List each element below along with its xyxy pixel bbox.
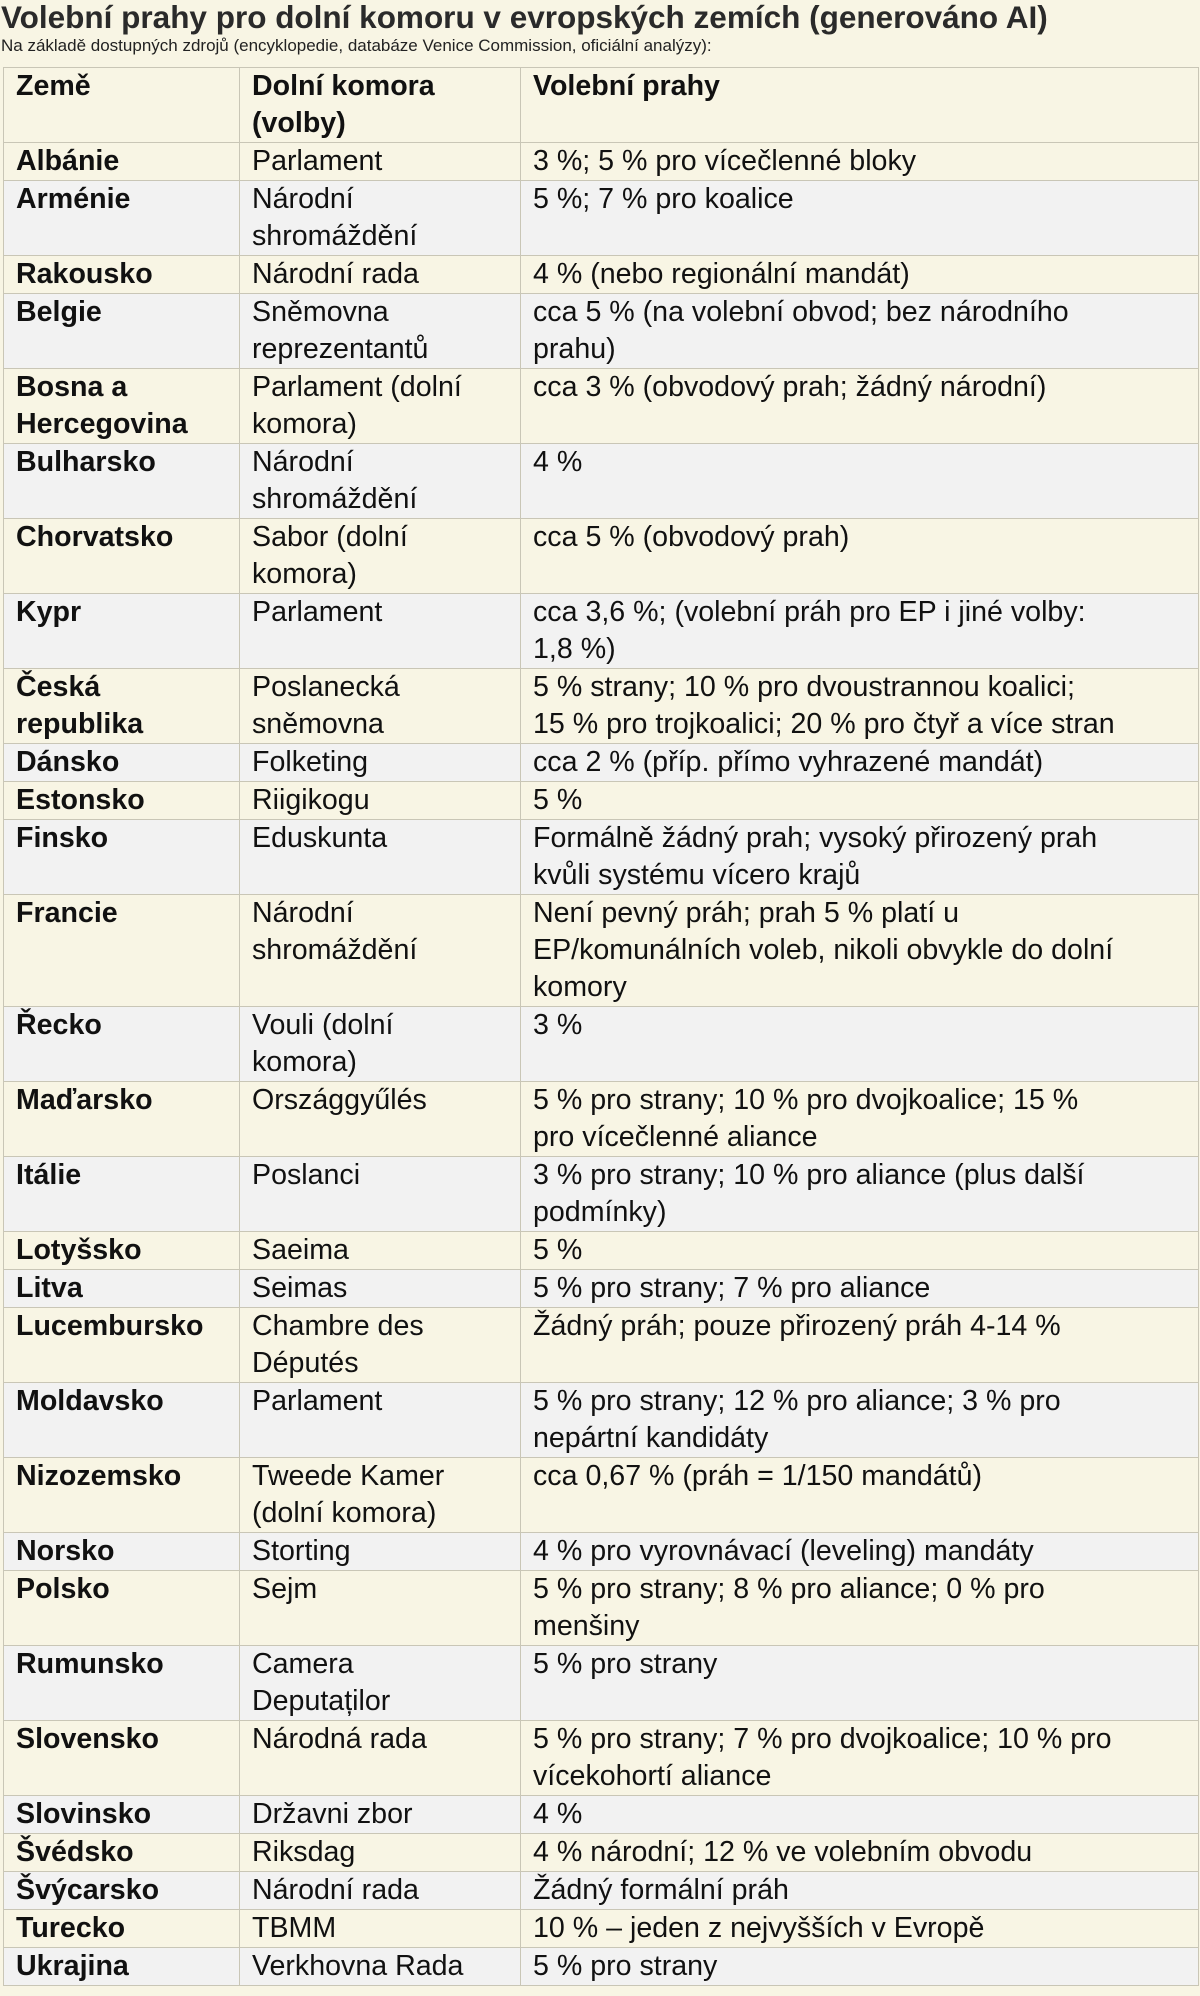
chamber-cell: Sejm: [240, 1571, 521, 1646]
country-cell: Albánie: [4, 143, 240, 181]
threshold-cell: 10 % – jeden z nejvyšších v Evropě: [521, 1910, 1199, 1948]
page-subtitle: Na základě dostupných zdrojů (encyklopedie, databáze Venice Commission, oficiální analýzy):: [1, 36, 712, 55]
chamber-cell: Poslanecká sněmovna: [240, 669, 521, 744]
threshold-cell: 5 %; 7 % pro koalice: [521, 181, 1199, 256]
table-row: [4, 1533, 1199, 1571]
table-row: [4, 1721, 1199, 1796]
country-cell: Kypr: [4, 594, 240, 669]
chamber-cell: Riksdag: [240, 1834, 521, 1872]
country-cell: Itálie: [4, 1157, 240, 1232]
chamber-cell: Verkhovna Rada: [240, 1948, 521, 1986]
country-cell: Ukrajina: [4, 1948, 240, 1986]
threshold-cell: 3 %; 5 % pro vícečlenné bloky: [521, 143, 1199, 181]
table-row: [4, 895, 1199, 1007]
threshold-cell: 4 % pro vyrovnávací (leveling) mandáty: [521, 1533, 1199, 1571]
table-row: [4, 1383, 1199, 1458]
table-row: [4, 594, 1199, 669]
table-row: [4, 669, 1199, 744]
table-row: [4, 181, 1199, 256]
table-row: [4, 744, 1199, 782]
chamber-cell: Országgyűlés: [240, 1082, 521, 1157]
country-cell: Česká republika: [4, 669, 240, 744]
country-cell: Francie: [4, 895, 240, 1007]
country-cell: Slovensko: [4, 1721, 240, 1796]
table-row: [4, 1007, 1199, 1082]
country-cell: Estonsko: [4, 782, 240, 820]
country-cell: Bulharsko: [4, 444, 240, 519]
table-row: [4, 444, 1199, 519]
country-cell: Nizozemsko: [4, 1458, 240, 1533]
threshold-cell: 5 % pro strany; 7 % pro dvojkoalice; 10 % pro vícekohortí aliance: [521, 1721, 1199, 1796]
threshold-table: [3, 67, 1199, 1986]
chamber-cell: Parlament (dolní komora): [240, 369, 521, 444]
table-row: [4, 1948, 1199, 1986]
country-cell: Lucembursko: [4, 1308, 240, 1383]
country-cell: Arménie: [4, 181, 240, 256]
threshold-cell: cca 5 % (obvodový prah): [521, 519, 1199, 594]
threshold-cell: 3 %: [521, 1007, 1199, 1082]
chamber-cell: Národní rada: [240, 1872, 521, 1910]
chamber-cell: Vouli (dolní komora): [240, 1007, 521, 1082]
chamber-cell: Parlament: [240, 1383, 521, 1458]
chamber-cell: Chambre des Députés: [240, 1308, 521, 1383]
threshold-cell: Žádný práh; pouze přirozený práh 4-14 %: [521, 1308, 1199, 1383]
chamber-cell: Eduskunta: [240, 820, 521, 895]
country-cell: Rumunsko: [4, 1646, 240, 1721]
table-row: [4, 782, 1199, 820]
chamber-cell: Národní shromáždění: [240, 444, 521, 519]
threshold-cell: 4 %: [521, 1796, 1199, 1834]
threshold-cell: 5 %: [521, 1232, 1199, 1270]
table-row: [4, 256, 1199, 294]
chamber-cell: Sabor (dolní komora): [240, 519, 521, 594]
chamber-cell: Storting: [240, 1533, 521, 1571]
chamber-cell: Tweede Kamer (dolní komora): [240, 1458, 521, 1533]
country-cell: Švýcarsko: [4, 1872, 240, 1910]
country-cell: Finsko: [4, 820, 240, 895]
table-row: [4, 1872, 1199, 1910]
threshold-cell: cca 0,67 % (práh = 1/150 mandátů): [521, 1458, 1199, 1533]
country-cell: Polsko: [4, 1571, 240, 1646]
threshold-cell: 5 % pro strany; 10 % pro dvojkoalice; 15 % pro vícečlenné aliance: [521, 1082, 1199, 1157]
threshold-cell: Žádný formální práh: [521, 1872, 1199, 1910]
country-cell: Litva: [4, 1270, 240, 1308]
threshold-cell: 4 % národní; 12 % ve volebním obvodu: [521, 1834, 1199, 1872]
chamber-cell: Državni zbor: [240, 1796, 521, 1834]
table-row: [4, 1796, 1199, 1834]
threshold-cell: 4 % (nebo regionální mandát): [521, 256, 1199, 294]
country-cell: Chorvatsko: [4, 519, 240, 594]
threshold-cell: 5 % pro strany: [521, 1646, 1199, 1721]
table-row: [4, 1571, 1199, 1646]
chamber-cell: Národní shromáždění: [240, 895, 521, 1007]
threshold-cell: cca 5 % (na volební obvod; bez národního prahu): [521, 294, 1199, 369]
chamber-cell: Národná rada: [240, 1721, 521, 1796]
country-cell: Dánsko: [4, 744, 240, 782]
table-row: [4, 1646, 1199, 1721]
table-row: [4, 1232, 1199, 1270]
table-row: [4, 294, 1199, 369]
chamber-cell: Riigikogu: [240, 782, 521, 820]
chamber-cell: Parlament: [240, 143, 521, 181]
table-row: [4, 1458, 1199, 1533]
chamber-cell: Camera Deputaților: [240, 1646, 521, 1721]
country-cell: Maďarsko: [4, 1082, 240, 1157]
country-cell: Moldavsko: [4, 1383, 240, 1458]
chamber-cell: TBMM: [240, 1910, 521, 1948]
table-row: [4, 1157, 1199, 1232]
page-title: Volební prahy pro dolní komoru v evropských zemích (generováno AI): [1, 0, 1048, 35]
chamber-cell: Saeima: [240, 1232, 521, 1270]
country-cell: Švédsko: [4, 1834, 240, 1872]
threshold-cell: 4 %: [521, 444, 1199, 519]
table-row: [4, 1910, 1199, 1948]
threshold-cell: Není pevný práh; prah 5 % platí u EP/komunálních voleb, nikoli obvykle do dolní komory: [521, 895, 1199, 1007]
country-cell: Turecko: [4, 1910, 240, 1948]
country-cell: Belgie: [4, 294, 240, 369]
country-cell: Řecko: [4, 1007, 240, 1082]
chamber-cell: Národní rada: [240, 256, 521, 294]
threshold-cell: cca 2 % (příp. přímo vyhrazené mandát): [521, 744, 1199, 782]
header-chamber: Dolní komora (volby): [240, 68, 521, 143]
country-cell: Bosna a Hercegovina: [4, 369, 240, 444]
threshold-cell: 5 % pro strany; 7 % pro aliance: [521, 1270, 1199, 1308]
header-threshold: Volební prahy: [521, 68, 1199, 143]
threshold-cell: 5 % pro strany: [521, 1948, 1199, 1986]
chamber-cell: Sněmovna reprezentantů: [240, 294, 521, 369]
table-row: [4, 1308, 1199, 1383]
table-row: [4, 1270, 1199, 1308]
chamber-cell: Folketing: [240, 744, 521, 782]
table-row: [4, 519, 1199, 594]
chamber-cell: Parlament: [240, 594, 521, 669]
threshold-cell: cca 3,6 %; (volební práh pro EP i jiné volby: 1,8 %): [521, 594, 1199, 669]
chamber-cell: Národní shromáždění: [240, 181, 521, 256]
threshold-cell: cca 3 % (obvodový prah; žádný národní): [521, 369, 1199, 444]
threshold-cell: 5 % pro strany; 12 % pro aliance; 3 % pro nepártní kandidáty: [521, 1383, 1199, 1458]
country-cell: Lotyšsko: [4, 1232, 240, 1270]
chamber-cell: Seimas: [240, 1270, 521, 1308]
table-row: [4, 820, 1199, 895]
threshold-cell: 5 % strany; 10 % pro dvoustrannou koalici; 15 % pro trojkoalici; 20 % pro čtyř a více stran: [521, 669, 1199, 744]
table-row: [4, 1082, 1199, 1157]
threshold-cell: 3 % pro strany; 10 % pro aliance (plus další podmínky): [521, 1157, 1199, 1232]
header-country: Země: [4, 68, 240, 143]
table-row: [4, 369, 1199, 444]
table-header-row: [4, 68, 1199, 143]
country-cell: Slovinsko: [4, 1796, 240, 1834]
threshold-cell: 5 %: [521, 782, 1199, 820]
country-cell: Rakousko: [4, 256, 240, 294]
threshold-cell: 5 % pro strany; 8 % pro aliance; 0 % pro menšiny: [521, 1571, 1199, 1646]
chamber-cell: Poslanci: [240, 1157, 521, 1232]
threshold-cell: Formálně žádný prah; vysoký přirozený prah kvůli systému vícero krajů: [521, 820, 1199, 895]
table-row: [4, 1834, 1199, 1872]
table-row: [4, 143, 1199, 181]
country-cell: Norsko: [4, 1533, 240, 1571]
